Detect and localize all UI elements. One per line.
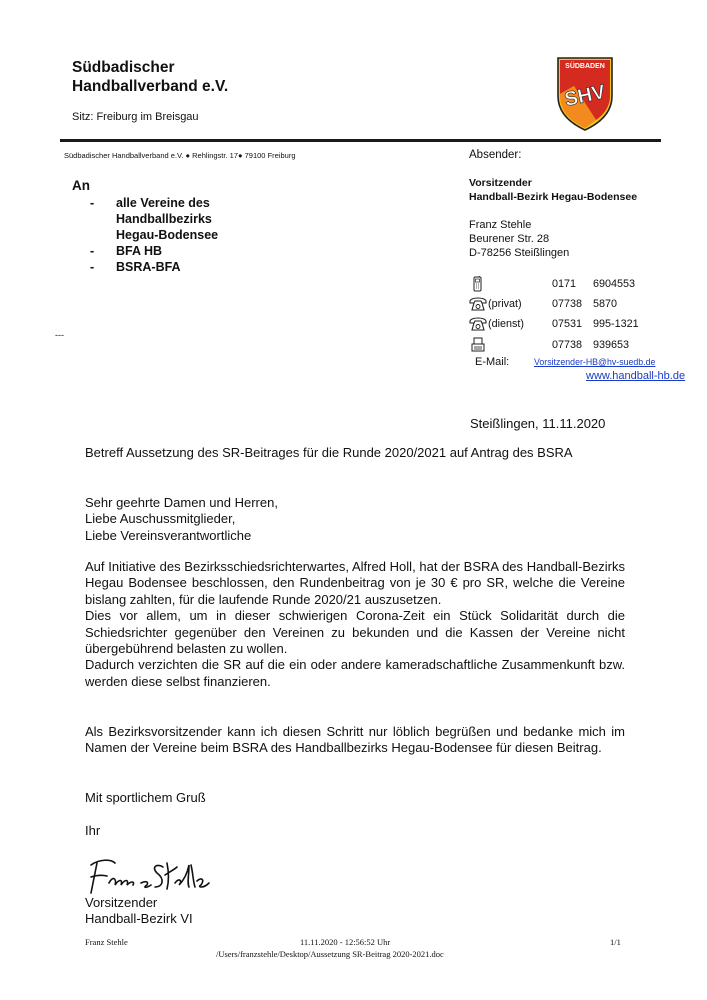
sender-title-line1: Vorsitzender [469,177,532,189]
sender-street: Beurener Str. 28 [469,233,550,245]
recipient-label: An [72,178,90,193]
fax-icon [469,337,487,353]
recipient-list [90,195,218,275]
bullet-dot: ● [238,151,243,160]
recipient-item: Hegau-Bodensee [116,228,219,242]
website-link[interactable]: www.handball-hb.de [586,370,686,382]
body-paragraph-1 [85,559,625,690]
contact-area-code: 07738 [552,339,583,351]
contact-area-code: 0171 [552,278,577,290]
bullet-dot: ● [185,151,191,160]
return-address-line [64,151,296,160]
email-link[interactable]: Vorsitzender-HB@hv-suedb.de [534,357,656,367]
header-divider [60,139,661,142]
letter-date: Steißlingen, 11.11.2020 [470,416,606,431]
return-address-org: Südbadischer Handballverband e.V. [64,151,184,160]
sender-title-line2: Handball-Bezirk Hegau-Bodensee [469,191,638,203]
org-name-line2: Handballverband e.V. [72,78,229,95]
list-dash: - [90,260,95,274]
contact-label: (privat) [488,298,522,310]
recipient-item: BFA HB [116,244,163,258]
subject-line: Betreff Aussetzung des SR-Beitrages für die Runde 2020/2021 auf Antrag des BSRA [85,445,573,460]
margin-mark: --- [55,330,64,340]
salutation [85,495,625,544]
paragraph-text: Dies vor allem, um in dieser schwierigen Corona-Zeit ein Stück Solidarität durch die Schiedsrichter gegenüber den Vereinen zu bekunden und die Kassen der Vereine nicht übergebührend belasten zu wollen. [85,608,625,657]
salutation-line: Liebe Auschussmitglieder, [85,511,236,527]
salutation-line: Liebe Vereinsverantwortliche [85,527,252,543]
org-name-line1: Südbadischer [72,59,175,76]
contact-area-code: 07738 [552,298,583,310]
logo-top-text: SÜDBADEN [565,63,605,70]
footer-timestamp: 11.11.2020 - 12:56:52 Uhr [300,937,391,947]
signatory-role [85,895,193,928]
salutation-line: Sehr geehrte Damen und Herren, [85,495,278,510]
contact-number: 6904553 [593,278,636,290]
recipient-item: BSRA-BFA [116,260,181,274]
logo-letters: SHV [562,80,608,112]
telephone-icon [469,296,487,312]
sender-city: D-78256 Steißlingen [469,247,570,259]
sender-name: Franz Stehle [469,219,532,231]
recipient-item: alle Vereine des [116,196,210,210]
mobile-phone-icon [469,276,487,292]
organization-name [72,58,228,96]
role-line1: Vorsitzender [85,895,158,910]
closing-phrase: Mit sportlichem Gruß [85,790,206,805]
contact-number: 995-1321 [593,318,639,330]
paragraph-text: Dadurch verzichten die SR auf die ein oder andere kameradschaftliche Zusammenkunft bzw. werden diese selbst finanzieren. [85,657,625,689]
contact-label: (dienst) [488,318,525,330]
org-seat: Sitz: Freiburg im Breisgau [72,111,199,123]
email-label: E-Mail: [475,356,510,368]
paragraph-text: Auf Initiative des Bezirksschiedsrichterwartes, Alfred Holl, hat der BSRA des Handball-Bezirks Hegau Bodensee beschlossen, den Rundenbeitrag von je 30 € pro SR, welche die Vereine bislang zahlten, für die laufende Runde 2020/21 auszusetzen. [85,559,625,607]
footer-author: Franz Stehle [85,937,128,947]
contact-number: 939653 [593,339,630,351]
sender-label: Absender: [469,149,522,161]
handwritten-signature [85,855,215,897]
list-dash: - [90,244,95,258]
footer-page-number: 1/1 [610,937,621,947]
shv-logo [556,56,614,132]
body-paragraph-2: Als Bezirksvorsitzender kann ich diesen Schritt nur löblich begrüßen und bedanke mich im Namen der Vereine beim BSRA des Handballbezirks Hegau-Bodensee für diesen Beitrag. [85,724,625,756]
contact-number: 5870 [593,298,618,310]
return-address-street: Rehlingstr. 17 [192,151,238,160]
sender-address [469,218,569,260]
sender-title [469,176,637,204]
role-line2: Handball-Bezirk VI [85,911,193,927]
telephone-icon [469,316,487,332]
list-dash: - [90,196,95,210]
return-address-city: 79100 Freiburg [244,151,296,160]
closing-ihr: Ihr [85,823,101,838]
contact-area-code: 07531 [552,318,583,330]
footer-file-path: /Users/franzstehle/Desktop/Aussetzung SR-Beitrag 2020-2021.doc [216,949,444,959]
recipient-item: Handballbezirks [116,212,212,226]
